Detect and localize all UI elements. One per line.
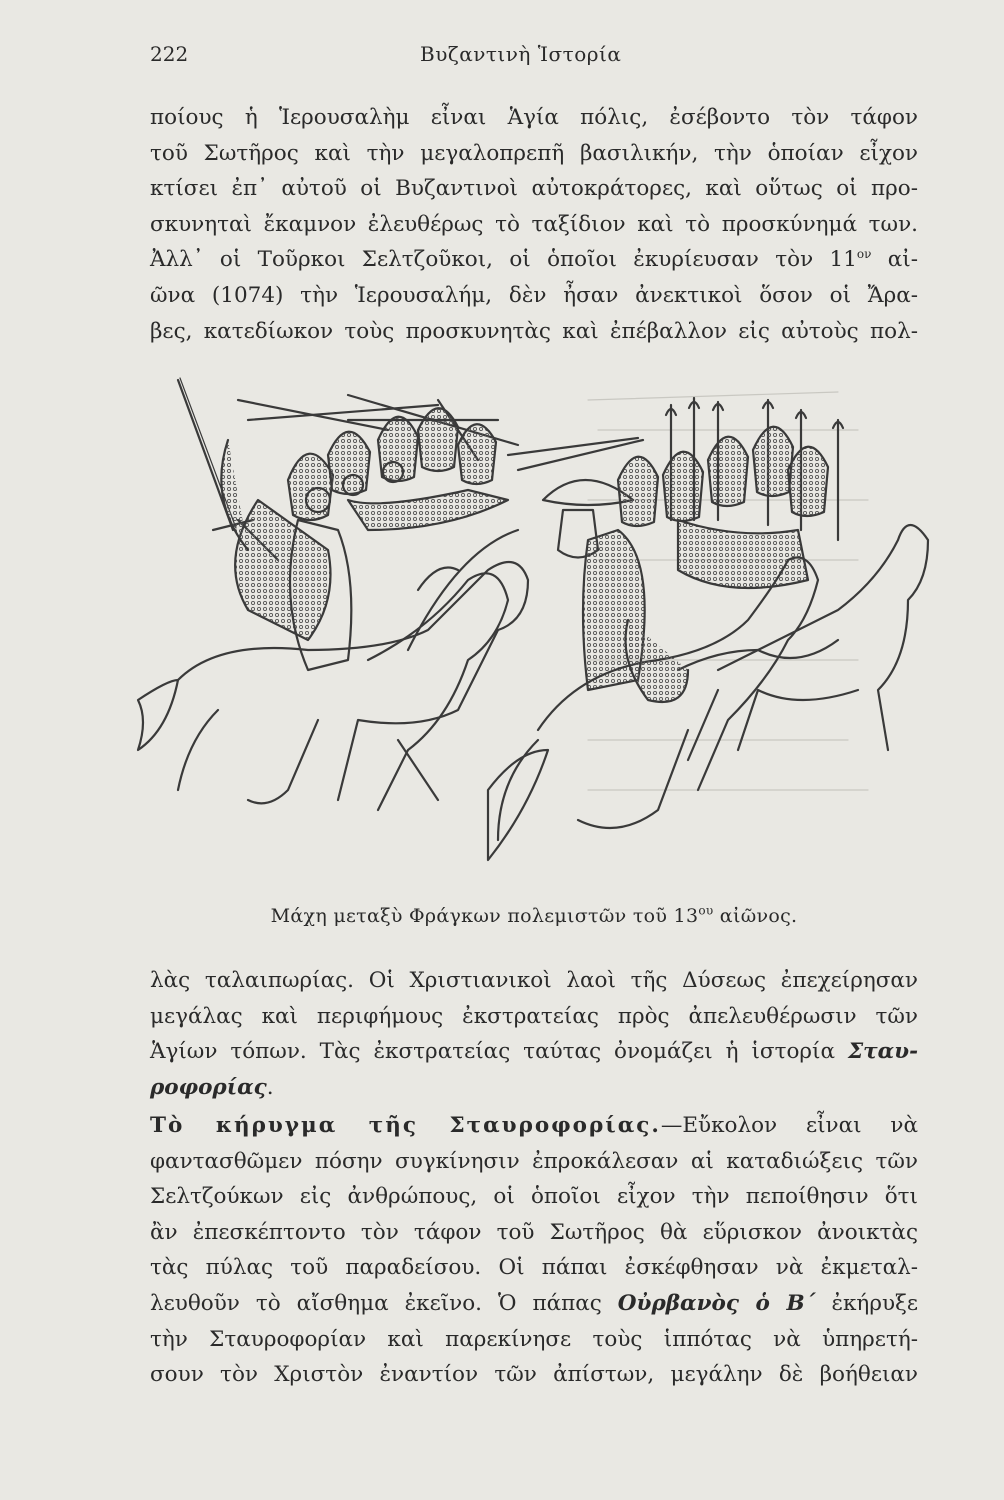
text-line: μεγάλας καὶ περιφήμους ἐκστρατείας πρὸς ἀπελευθέρωσιν τῶν [150,1003,918,1029]
text-segment: λευθοῦν τὸ αἴσθημα ἐκεῖνο. Ὁ πάπας [150,1290,618,1316]
left-horses [138,562,528,810]
text-line: τὰς πύλας τοῦ παραδείσου. Οἱ πάπαι ἐσκέφθησαν νὰ ἐκμεταλ- [150,1255,918,1281]
pope-name: Οὐρβανὸς ὁ Β´ [617,1290,816,1316]
running-title: Βυζαντινὴ Ἱστορία [420,42,622,66]
crusade-term: Σταυ- [847,1039,918,1065]
caption-end: αἰῶνος. [713,905,798,927]
text-line: λὰς ταλαιπωρίας. Οἱ Χριστιανικοὶ λαοὶ τῆς Δύσεως ἐπεχείρησαν [150,968,918,993]
text-segment: αἰ- [871,247,918,273]
text-line: κτίσει ἐπ᾽ αὐτοῦ οἱ Βυζαντινοὶ αὐτοκράτορες, καὶ οὕτως οἱ προ- [150,176,918,202]
crusade-term: ροφορίας [150,1074,267,1100]
caption-superscript: ου [698,903,714,918]
text-line [150,1108,918,1144]
text-line: Σελτζούκων εἰς ἀνθρώπους, οἱ ὁποῖοι εἶχον τὴν πεποίθησιν ὅτι [150,1184,918,1210]
text-line: ἂν ἐπεσκέπτοντο τὸν τάφον τοῦ Σωτῆρος θὰ εὕρισκον ἀνοικτὰς [150,1219,918,1245]
text-line: σουν τὸν Χριστὸν ἐναντίον τῶν ἀπίστων, μεγάλην δὲ βοήθειαν [150,1362,918,1388]
text-line: φαντασθῶμεν πόσην συγκίνησιν ἐπροκάλεσαν αἱ καταδιώξεις τῶν [150,1148,918,1174]
text-line: τὴν Σταυροφορίαν καὶ παρεκίνησε τοὺς ἱππότας νὰ ὑπηρετή- [150,1326,918,1352]
figure-caption [150,905,918,927]
text-line [150,1286,918,1322]
superscript: ον [856,247,872,262]
text-line [150,242,918,278]
text-line: βες, κατεδίωκον τοὺς προσκυνητὰς καὶ ἐπέβαλλον εἰς αὐτοὺς πολ- [150,318,918,344]
caption-text: Μάχη μεταξὺ Φράγκων πολεμιστῶν τοῦ 13 [270,905,699,927]
battle-illustration [118,360,938,910]
text-line [150,1070,918,1106]
text-line: ποίους ἡ Ἱερουσαλὴμ εἶναι Ἁγία πόλις, ἐσέβοντο τὸν τάφον [150,105,918,130]
paragraph-3 [150,1108,918,1393]
text-line: ῶνα (1074) τὴν Ἱερουσαλήμ, δὲν ἦσαν ἀνεκτικοὶ ὅσον οἱ Ἄρα- [150,282,918,308]
text-segment: Ἀλλ᾽ οἱ Τοῦρκοι Σελτζοῦκοι, οἱ ὁποῖοι ἐκυρίευσαν τὸν 11 [150,247,857,273]
page-number: 222 [150,42,189,66]
text-line: τοῦ Σωτῆρος καὶ τὴν μεγαλοπρεπῆ βασιλικήν, τὴν ὁποίαν εἶχον [150,140,918,166]
text-segment: . [266,1074,274,1100]
text-segment: Ἁγίων τόπων. Τὰς ἐκστρατείας ταύτας ὀνομάζει ἡ ἱστορία [150,1039,848,1065]
text-segment: ἐκήρυξε [815,1290,919,1316]
paragraph-1 [150,100,918,349]
paragraph-2 [150,963,918,1105]
section-heading: Τὸ κήρυγμα τῆς Σταυροφορίας. [150,1113,661,1138]
text-line [150,1034,918,1070]
text-line: σκυνηταὶ ἔκαμνον ἐλευθέρως τὸ ταξίδιον καὶ τὸ προσκύνημά των. [150,211,918,237]
left-knights [221,408,508,670]
page-header [150,42,850,72]
text-segment: —Εὔκολον εἶναι νὰ [660,1113,918,1138]
